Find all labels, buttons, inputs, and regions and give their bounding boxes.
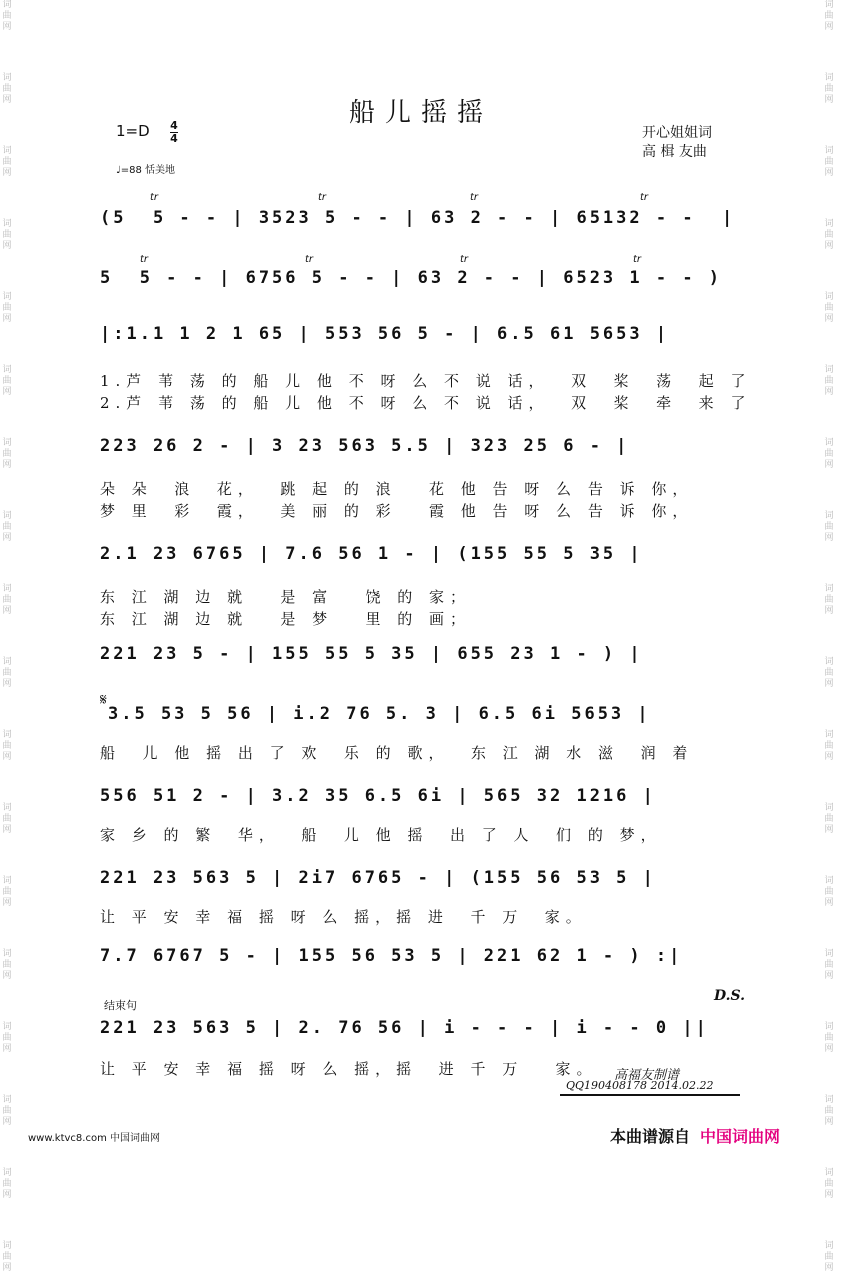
ds-marking: D.S. bbox=[714, 988, 746, 1004]
notation-line: 7.7 6767 5 - | 155 56 53 5 | 221 62 1 - ) :| bbox=[100, 946, 683, 966]
notation-line: 3.5 53 5 56 | i.2 76 5. 3 | 6.5 6i 5653 | bbox=[108, 704, 651, 724]
notation-line: 556 51 2 - | 3.2 35 6.5 6i | 565 32 1216 | bbox=[100, 786, 656, 806]
notation-line: |:1.1 1 2 1 65 | 553 56 5 - | 6.5 61 5653 | bbox=[100, 324, 670, 344]
time-signature: 4 4 bbox=[170, 119, 178, 145]
lyric-line: 船 儿 他 摇 出 了 欢 乐 的 歌， 东 江 湖 水 滋 润 着 bbox=[100, 744, 694, 762]
credits bbox=[642, 124, 712, 162]
segno-mark: 𝄋 bbox=[100, 690, 107, 709]
trill-mark: tr bbox=[633, 254, 642, 265]
trill-mark: tr bbox=[305, 254, 314, 265]
notation-line: 221 23 563 5 | 2. 76 56 | i - - - | i - - 0 || bbox=[100, 1018, 709, 1038]
contact-date: QQ190408178 2014.02.22 bbox=[566, 1079, 714, 1092]
song-title: 船儿摇摇 bbox=[348, 98, 493, 128]
lyricist: 开心姐姐词 bbox=[642, 125, 712, 141]
footer-site[interactable]: www.ktvc8.com 中国词曲网 bbox=[28, 1133, 161, 1144]
trill-mark: tr bbox=[460, 254, 469, 265]
notation-line: 223 26 2 - | 3 23 563 5.5 | 323 25 6 - | bbox=[100, 436, 630, 456]
trill-mark: tr bbox=[470, 192, 479, 203]
notation-line: 5 5 - - | 6756 5 - - | 63 2 - - | 6523 1 - - ) bbox=[100, 268, 723, 288]
divider bbox=[560, 1094, 740, 1096]
lyric-line: 让 平 安 幸 福 摇 呀 么 摇，摇 进 千 万 家。 bbox=[100, 908, 587, 926]
lyric-line: 家 乡 的 繁 华， 船 儿 他 摇 出 了 人 们 的 梦， bbox=[100, 826, 662, 844]
lyric-line: 朵 朵 浪 花， 跳 起 的 浪 花 他 告 呀 么 告 诉 你， bbox=[100, 480, 694, 498]
key-signature: 1=D bbox=[116, 122, 150, 140]
trill-mark: tr bbox=[640, 192, 649, 203]
watermark-right: 词曲网 词曲网 词曲网 词曲网 词曲网 词曲网 词曲网 词曲网 词曲网 词曲网 词曲网 词曲网 词曲网 词曲网 词曲网 词曲网 词曲网 词曲网 bbox=[824, 0, 834, 1273]
notation-line: 221 23 563 5 | 2i7 6765 - | (155 56 53 5 | bbox=[100, 868, 656, 888]
notation-line: 2.1 23 6765 | 7.6 56 1 - | (155 55 5 35 | bbox=[100, 544, 643, 564]
trill-mark: tr bbox=[150, 192, 159, 203]
composer: 高 楫 友曲 bbox=[642, 144, 707, 160]
footer-source bbox=[610, 1124, 780, 1147]
trill-mark: tr bbox=[318, 192, 327, 203]
notation-line: 221 23 5 - | 155 55 5 35 | 655 23 1 - ) | bbox=[100, 644, 643, 664]
source-label: 本曲谱源自 bbox=[610, 1127, 691, 1146]
lyric-line: 东 江 湖 边 就 是 梦 里 的 画； bbox=[100, 610, 471, 628]
transcriber-signature: 高福友制谱 bbox=[614, 1068, 680, 1083]
lyric-line: 让 平 安 幸 福 摇 呀 么 摇，摇 进 千 万 家。 bbox=[100, 1060, 598, 1078]
lyric-line: 东 江 湖 边 就 是 富 饶 的 家； bbox=[100, 588, 471, 606]
lyric-line: 1.芦 苇 荡 的 船 儿 他 不 呀 么 不 说 话， 双 桨 荡 起 了 bbox=[100, 372, 752, 390]
lyric-line: 梦 里 彩 霞， 美 丽 的 彩 霞 他 告 呀 么 告 诉 你， bbox=[100, 502, 694, 520]
notation-line: (5 5 - - | 3523 5 - - | 63 2 - - | 65132 - - | bbox=[100, 208, 736, 228]
lyric-line: 2.芦 苇 荡 的 船 儿 他 不 呀 么 不 说 话， 双 桨 牵 来 了 bbox=[100, 394, 752, 412]
brand-link[interactable]: 中国词曲网 bbox=[700, 1127, 781, 1146]
tempo-marking: ♩=88 恬美地 bbox=[116, 165, 175, 176]
trill-mark: tr bbox=[140, 254, 149, 265]
watermark-left: 词曲网 词曲网 词曲网 词曲网 词曲网 词曲网 词曲网 词曲网 词曲网 词曲网 词曲网 词曲网 词曲网 词曲网 词曲网 词曲网 词曲网 词曲网 bbox=[2, 0, 12, 1273]
ending-label: 结束句 bbox=[104, 999, 137, 1012]
